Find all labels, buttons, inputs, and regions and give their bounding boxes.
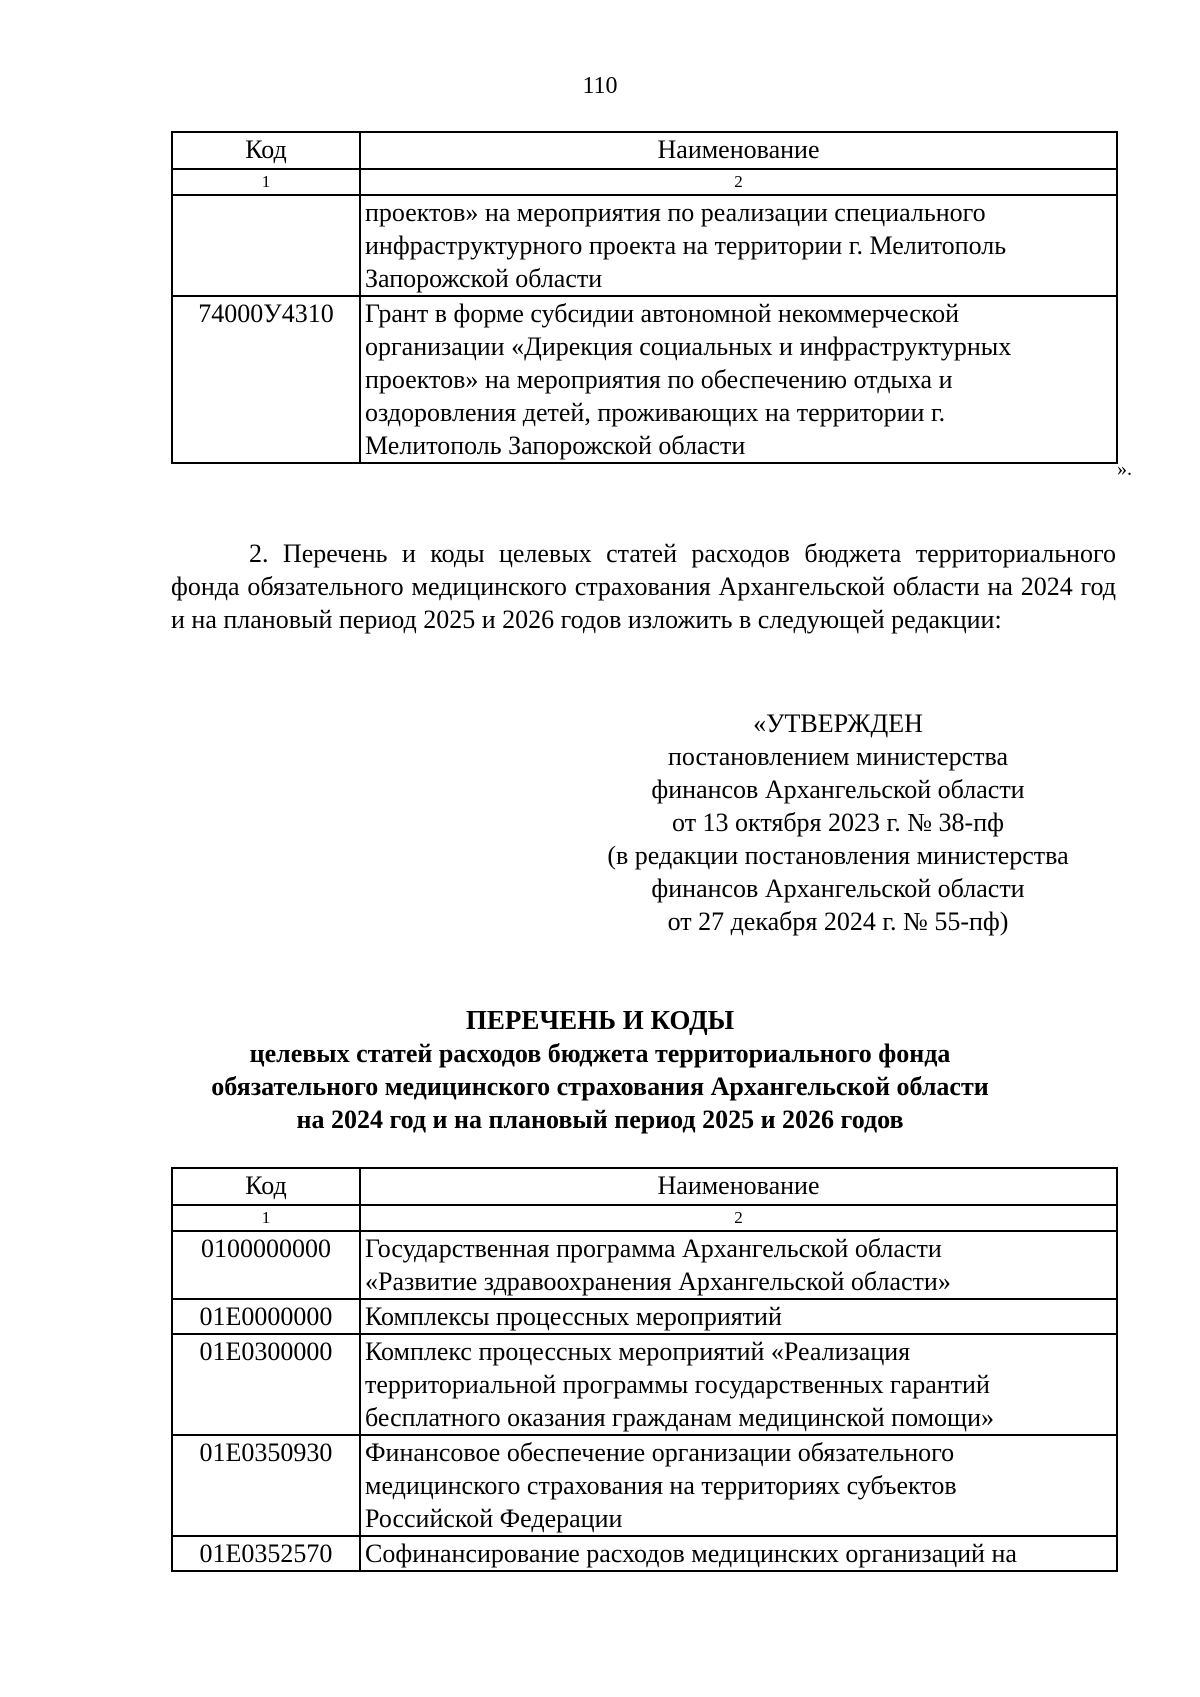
approved-heading: «УТВЕРЖДЕН [753, 709, 923, 738]
column-number-name: 2 [360, 169, 1117, 195]
approved-line: постановлением министерства [667, 742, 1009, 771]
row-name [360, 1435, 1117, 1536]
title-subline: обязательного медицинского страхования Архангельской области [211, 1072, 989, 1101]
codes-table-continued [171, 131, 1118, 464]
table-row [172, 1435, 1117, 1536]
approved-date: от 13 октября 2023 г. № 38-пф [672, 808, 1004, 837]
row-name-line: «Развитие здравоохранения Архангельской области» [365, 1267, 951, 1296]
row-code: 01Е0300000 [172, 1334, 360, 1435]
approved-line: финансов Архангельской области [651, 775, 1025, 804]
approved-line: (в редакции постановления министерства [607, 841, 1069, 870]
row-name [360, 1536, 1117, 1571]
table-header-row [172, 1168, 1117, 1205]
approval-stamp-block [560, 707, 1116, 938]
column-number-code: 1 [172, 169, 360, 195]
row-name [360, 296, 1117, 463]
row-name-line: медицинского страхования на территориях субъектов [365, 1471, 957, 1500]
row-code: 01Е0000000 [172, 1299, 360, 1334]
column-header-name: Наименование [360, 132, 1117, 169]
approved-date: от 27 декабря 2024 г. № 55-пф) [667, 907, 1009, 936]
row-name-line: Грант в форме субсидии автономной некоммерческой [365, 299, 960, 328]
row-name-line: организации «Дирекция социальных и инфраструктурных [365, 332, 1012, 361]
document-title [0, 1004, 1200, 1136]
row-name [360, 195, 1117, 296]
column-number-row [172, 169, 1117, 195]
table-row [172, 1299, 1117, 1334]
row-name-line: инфраструктурного проекта на территории г. Мелитополь [365, 231, 1007, 260]
table-row [172, 195, 1117, 296]
row-name-line: Финансовое обеспечение организации обязательного [365, 1438, 955, 1467]
row-name-line: территориальной программы государственных гарантий [365, 1370, 990, 1399]
column-header-code: Код [172, 1168, 360, 1205]
title-subline: целевых статей расходов бюджета территориального фонда [249, 1039, 951, 1068]
table-header-row [172, 132, 1117, 169]
title-main: ПЕРЕЧЕНЬ И КОДЫ [465, 1005, 735, 1035]
row-name-line: Комплексы процессных мероприятий [365, 1302, 782, 1331]
column-header-code: Код [172, 132, 360, 169]
row-name-line: проектов» на мероприятия по реализации специального [365, 198, 986, 227]
table-row [172, 1231, 1117, 1299]
column-number-code: 1 [172, 1205, 360, 1231]
table-row [172, 1334, 1117, 1435]
row-name-line: Государственная программа Архангельской области [365, 1234, 942, 1263]
codes-table [171, 1167, 1118, 1572]
page-number: 110 [582, 73, 618, 99]
row-name [360, 1334, 1117, 1435]
column-number-name: 2 [360, 1205, 1117, 1231]
row-name-line: Запорожской области [365, 264, 603, 293]
row-name [360, 1231, 1117, 1299]
row-name-line: Мелитополь Запорожской области [365, 431, 746, 460]
row-name-line: бесплатного оказания гражданам медицинской помощи» [365, 1403, 994, 1432]
table-row [172, 1536, 1117, 1571]
row-code: 01Е0350930 [172, 1435, 360, 1536]
amendment-paragraph: 2. Перечень и коды целевых статей расходов бюджета территориального фонда обязательного медицинского страхования Архангельской области на 2024 год и на плановый период 2025 и 2026 годов изложить в следующей редакции: [171, 539, 1116, 634]
closing-quote: ». [1117, 458, 1132, 480]
approved-line: финансов Архангельской области [651, 874, 1025, 903]
row-code: 74000У4310 [172, 296, 360, 463]
row-name-line: Софинансирование расходов медицинских организаций на [365, 1539, 1017, 1568]
column-header-name: Наименование [360, 1168, 1117, 1205]
title-subline: на 2024 год и на плановый период 2025 и 2026 годов [296, 1105, 904, 1134]
row-code: 0100000000 [172, 1231, 360, 1299]
column-number-row [172, 1205, 1117, 1231]
row-name-line: Российской Федерации [365, 1504, 623, 1533]
row-code [172, 195, 360, 296]
row-name-line: оздоровления детей, проживающих на территории г. [365, 398, 946, 427]
row-name-line: Комплекс процессных мероприятий «Реализация [365, 1337, 911, 1366]
row-name-line: проектов» на мероприятия по обеспечению отдыха и [365, 365, 953, 394]
table-row [172, 296, 1117, 463]
row-name [360, 1299, 1117, 1334]
row-code: 01Е0352570 [172, 1536, 360, 1571]
